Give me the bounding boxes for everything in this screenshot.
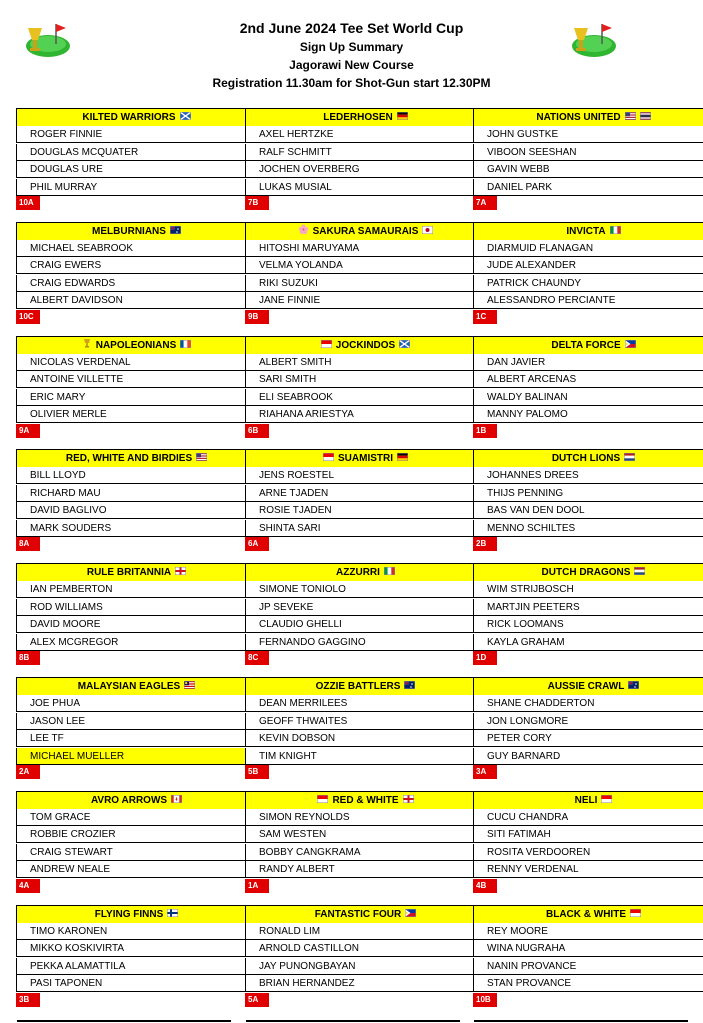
tee-badge: 8C bbox=[245, 651, 269, 665]
player-row: JOHN GUSTKE bbox=[473, 126, 703, 143]
england-flag-icon bbox=[175, 564, 186, 581]
player-row: IAN PEMBERTON bbox=[16, 581, 255, 598]
germany-flag-icon bbox=[397, 109, 408, 126]
team-name-label: RULE BRITANNIA bbox=[86, 567, 172, 579]
team-name bbox=[473, 449, 703, 468]
team-name bbox=[16, 563, 257, 582]
tee-badge: 4B bbox=[473, 879, 497, 893]
team-name-label: RED & WHITE bbox=[332, 794, 399, 806]
player-row: JENS ROESTEL bbox=[245, 467, 484, 484]
netherlands-flag-icon bbox=[634, 564, 645, 581]
blossom-flag-icon bbox=[298, 223, 309, 240]
team-name-label: LEDERHOSEN bbox=[323, 112, 393, 124]
finland-flag-icon bbox=[167, 906, 178, 923]
team-card bbox=[473, 449, 703, 555]
team-name bbox=[473, 563, 703, 582]
tee-badge: 2B bbox=[473, 537, 497, 551]
player-row: JON LONGMORE bbox=[473, 713, 703, 730]
course-name: Jagorawi New Course bbox=[289, 58, 414, 72]
player-row: ALBERT DAVIDSON bbox=[16, 292, 255, 309]
player-row: HITOSHI MARUYAMA bbox=[245, 240, 484, 257]
team-name-label: BLACK & WHITE bbox=[546, 908, 626, 920]
player-row: SAM WESTEN bbox=[245, 826, 484, 843]
player-row: CRAIG STEWART bbox=[16, 844, 255, 861]
team-card bbox=[473, 677, 703, 783]
philippines-flag-icon bbox=[405, 906, 416, 923]
player-row: TOM GRACE bbox=[16, 809, 255, 826]
netherlands-flag-icon bbox=[624, 450, 635, 467]
player-row: CUCU CHANDRA bbox=[473, 809, 703, 826]
tee-badge: 8A bbox=[16, 537, 40, 551]
team-name-label: MELBURNIANS bbox=[92, 225, 166, 237]
team-name-label: AUSSIE CRAWL bbox=[547, 681, 625, 693]
player-row: CRAIG EDWARDS bbox=[16, 275, 255, 292]
team-card bbox=[16, 563, 257, 669]
player-row: SIMON REYNOLDS bbox=[245, 809, 484, 826]
tee-badge: 2A bbox=[16, 765, 40, 779]
team-card bbox=[16, 905, 257, 1011]
player-row: DAVID BAGLIVO bbox=[16, 502, 255, 519]
team-name bbox=[16, 336, 257, 355]
tee-badge: 8B bbox=[16, 651, 40, 665]
player-row: GUY BARNARD bbox=[473, 748, 703, 765]
team-card bbox=[245, 563, 486, 669]
tee-badge: 5A bbox=[245, 993, 269, 1007]
player-row: PHIL MURRAY bbox=[16, 179, 255, 196]
france-flag-icon bbox=[180, 337, 191, 354]
player-row: TIMO KARONEN bbox=[16, 923, 255, 940]
tee-badge: 1A bbox=[245, 879, 269, 893]
player-row: RONALD LIM bbox=[245, 923, 484, 940]
team-name bbox=[16, 449, 257, 468]
team-card bbox=[473, 563, 703, 669]
team-name-label: AVRO ARROWS bbox=[90, 794, 168, 806]
team-name-label: NAPOLEONIANS bbox=[95, 339, 177, 351]
player-row: MICHAEL SEABROOK bbox=[16, 240, 255, 257]
team-card bbox=[16, 791, 257, 897]
player-row: BRIAN HERNANDEZ bbox=[245, 975, 484, 992]
indonesia-flag-icon bbox=[321, 337, 332, 354]
player-row: KAYLA GRAHAM bbox=[473, 634, 703, 651]
team-card bbox=[245, 108, 486, 214]
player-row: RIAHANA ARIESTYA bbox=[245, 406, 484, 423]
team-card bbox=[245, 222, 486, 328]
team-name bbox=[473, 791, 703, 810]
player-row: DEAN MERRILEES bbox=[245, 695, 484, 712]
player-row: RENNY VERDENAL bbox=[473, 861, 703, 878]
divider bbox=[17, 1020, 231, 1022]
team-name-label: OZZIE BATTLERS bbox=[315, 681, 401, 693]
player-row: MARK SOUDERS bbox=[16, 520, 255, 537]
thailand-flag-icon bbox=[640, 109, 651, 126]
page-title: 2nd June 2024 Tee Set World Cup bbox=[239, 20, 464, 36]
player-row: BOBBY CANGKRAMA bbox=[245, 844, 484, 861]
player-row: SITI FATIMAH bbox=[473, 826, 703, 843]
player-row: RIKI SUZUKI bbox=[245, 275, 484, 292]
tee-badge: 4A bbox=[16, 879, 40, 893]
player-row: DIARMUID FLANAGAN bbox=[473, 240, 703, 257]
player-row: DOUGLAS URE bbox=[16, 161, 255, 178]
team-name bbox=[473, 905, 703, 924]
indonesia-flag-icon bbox=[630, 906, 641, 923]
player-row: SIMONE TONIOLO bbox=[245, 581, 484, 598]
player-row: JOCHEN OVERBERG bbox=[245, 161, 484, 178]
player-row: LEE TF bbox=[16, 730, 255, 747]
team-name bbox=[245, 905, 486, 924]
player-row: PETER CORY bbox=[473, 730, 703, 747]
player-row: DOUGLAS MCQUATER bbox=[16, 144, 255, 161]
team-card bbox=[473, 336, 703, 442]
player-row: VELMA YOLANDA bbox=[245, 257, 484, 274]
trophy-flag-icon bbox=[82, 337, 92, 354]
player-row: JOHANNES DREES bbox=[473, 467, 703, 484]
tee-badge: 1C bbox=[473, 310, 497, 324]
italy-flag-icon bbox=[384, 564, 395, 581]
player-row: NICOLAS VERDENAL bbox=[16, 354, 255, 371]
player-row: CLAUDIO GHELLI bbox=[245, 616, 484, 633]
player-row: NANIN PROVANCE bbox=[473, 958, 703, 975]
player-row: OLIVIER MERLE bbox=[16, 406, 255, 423]
player-row: RICHARD MAU bbox=[16, 485, 255, 502]
team-name bbox=[16, 677, 257, 696]
player-row: SHANE CHADDERTON bbox=[473, 695, 703, 712]
team-card bbox=[16, 677, 257, 783]
player-row: CRAIG EWERS bbox=[16, 257, 255, 274]
canada-flag-icon bbox=[171, 792, 182, 809]
tee-badge: 3A bbox=[473, 765, 497, 779]
player-row: JUDE ALEXANDER bbox=[473, 257, 703, 274]
team-name bbox=[16, 791, 257, 810]
indonesia-flag-icon bbox=[601, 792, 612, 809]
team-name bbox=[16, 108, 257, 127]
tee-badge: 10B bbox=[473, 993, 497, 1007]
player-row: ROSIE TJADEN bbox=[245, 502, 484, 519]
team-name-label: JOCKINDOS bbox=[335, 339, 396, 351]
player-row: JANE FINNIE bbox=[245, 292, 484, 309]
team-name bbox=[16, 905, 257, 924]
team-card bbox=[16, 108, 257, 214]
player-row: ANDREW NEALE bbox=[16, 861, 255, 878]
player-row: BAS VAN DEN DOOL bbox=[473, 502, 703, 519]
team-name-label: AZZURRI bbox=[336, 567, 380, 579]
player-row: GEOFF THWAITES bbox=[245, 713, 484, 730]
team-name bbox=[245, 563, 486, 582]
team-name-label: KILTED WARRIORS bbox=[82, 112, 176, 124]
player-row: WINA NUGRAHA bbox=[473, 940, 703, 957]
player-row: PEKKA ALAMATTILA bbox=[16, 958, 255, 975]
player-row: RALF SCHMITT bbox=[245, 144, 484, 161]
team-name-label: RED, WHITE AND BIRDIES bbox=[65, 453, 193, 465]
team-card bbox=[245, 791, 486, 897]
tee-badge: 10A bbox=[16, 196, 40, 210]
player-row: ERIC MARY bbox=[16, 389, 255, 406]
team-name bbox=[245, 336, 486, 355]
player-row: ROGER FINNIE bbox=[16, 126, 255, 143]
player-row: TIM KNIGHT bbox=[245, 748, 484, 765]
germany-flag-icon bbox=[397, 450, 408, 467]
player-row: ELI SEABROOK bbox=[245, 389, 484, 406]
player-row: BILL LLOYD bbox=[16, 467, 255, 484]
team-name bbox=[473, 677, 703, 696]
team-name bbox=[245, 449, 486, 468]
italy-flag-icon bbox=[610, 223, 621, 240]
player-row: ALBERT SMITH bbox=[245, 354, 484, 371]
usa-flag-icon bbox=[625, 109, 636, 126]
player-row: RANDY ALBERT bbox=[245, 861, 484, 878]
registration-info: Registration 11.30am for Shot-Gun start 12.30PM bbox=[212, 76, 491, 90]
team-name bbox=[473, 108, 703, 127]
player-row: ROD WILLIAMS bbox=[16, 599, 255, 616]
page-subtitle: Sign Up Summary bbox=[299, 40, 404, 54]
team-name-label: MALAYSIAN EAGLES bbox=[77, 681, 181, 693]
team-name bbox=[245, 222, 486, 241]
tee-badge: 1B bbox=[473, 424, 497, 438]
player-row: PASI TAPONEN bbox=[16, 975, 255, 992]
player-row: SHINTA SARI bbox=[245, 520, 484, 537]
tee-badge: 6B bbox=[245, 424, 269, 438]
player-row: MIKKO KOSKIVIRTA bbox=[16, 940, 255, 957]
tee-badge: 10C bbox=[16, 310, 40, 324]
team-card bbox=[245, 677, 486, 783]
tee-badge: 3B bbox=[16, 993, 40, 1007]
usa-flag-icon bbox=[196, 450, 207, 467]
divider bbox=[246, 1020, 460, 1022]
player-row: DANIEL PARK bbox=[473, 179, 703, 196]
scotland-flag-icon bbox=[180, 109, 191, 126]
team-name-label: FANTASTIC FOUR bbox=[314, 908, 402, 920]
team-name-label: SAKURA SAMAURAIS bbox=[312, 225, 419, 237]
team-card bbox=[245, 449, 486, 555]
player-row: DAN JAVIER bbox=[473, 354, 703, 371]
player-row: ROBBIE CROZIER bbox=[16, 826, 255, 843]
team-name bbox=[473, 222, 703, 241]
player-row: KEVIN DOBSON bbox=[245, 730, 484, 747]
player-row: GAVIN WEBB bbox=[473, 161, 703, 178]
tee-badge: 9B bbox=[245, 310, 269, 324]
player-row: ALESSANDRO PERCIANTE bbox=[473, 292, 703, 309]
tee-badge: 7B bbox=[245, 196, 269, 210]
australia-flag-icon bbox=[170, 223, 181, 240]
indonesia-flag-icon bbox=[323, 450, 334, 467]
tee-badge: 7A bbox=[473, 196, 497, 210]
team-name-label: NATIONS UNITED bbox=[536, 112, 621, 124]
team-card bbox=[245, 336, 486, 442]
player-row: ROSITA VERDOOREN bbox=[473, 844, 703, 861]
player-row: ALBERT ARCENAS bbox=[473, 371, 703, 388]
australia-flag-icon bbox=[628, 678, 639, 695]
team-name bbox=[245, 108, 486, 127]
player-row: WIM STRIJBOSCH bbox=[473, 581, 703, 598]
player-row: STAN PROVANCE bbox=[473, 975, 703, 992]
player-row: RICK LOOMANS bbox=[473, 616, 703, 633]
player-row: MICHAEL MUELLER bbox=[16, 748, 255, 765]
player-row: PATRICK CHAUNDY bbox=[473, 275, 703, 292]
divider bbox=[474, 1020, 688, 1022]
team-name-label: DUTCH LIONS bbox=[551, 453, 621, 465]
tee-badge: 9A bbox=[16, 424, 40, 438]
team-card bbox=[245, 905, 486, 1011]
player-row: ARNOLD CASTILLON bbox=[245, 940, 484, 957]
team-name bbox=[245, 791, 486, 810]
australia-flag-icon bbox=[404, 678, 415, 695]
england-flag-icon bbox=[403, 792, 414, 809]
player-row: ALEX MCGREGOR bbox=[16, 634, 255, 651]
malaysia-flag-icon bbox=[184, 678, 195, 695]
player-row: THIJS PENNING bbox=[473, 485, 703, 502]
team-name-label: FLYING FINNS bbox=[94, 908, 164, 920]
player-row: ARNE TJADEN bbox=[245, 485, 484, 502]
philippines-flag-icon bbox=[625, 337, 636, 354]
player-row: WALDY BALINAN bbox=[473, 389, 703, 406]
player-row: JP SEVEKE bbox=[245, 599, 484, 616]
team-card bbox=[16, 449, 257, 555]
team-name-label: INVICTA bbox=[566, 225, 606, 237]
player-row: REY MOORE bbox=[473, 923, 703, 940]
player-row: ANTOINE VILLETTE bbox=[16, 371, 255, 388]
player-row: LUKAS MUSIAL bbox=[245, 179, 484, 196]
team-card bbox=[473, 905, 703, 1011]
team-card bbox=[473, 108, 703, 214]
tee-badge: 6A bbox=[245, 537, 269, 551]
player-row: MARTJIN PEETERS bbox=[473, 599, 703, 616]
player-row: JAY PUNONGBAYAN bbox=[245, 958, 484, 975]
team-card bbox=[16, 222, 257, 328]
player-row: DAVID MOORE bbox=[16, 616, 255, 633]
team-card bbox=[473, 222, 703, 328]
tee-badge: 5B bbox=[245, 765, 269, 779]
team-name-label: NELI bbox=[574, 794, 598, 806]
team-name bbox=[473, 336, 703, 355]
team-card bbox=[16, 336, 257, 442]
player-row: JASON LEE bbox=[16, 713, 255, 730]
scotland-flag-icon bbox=[399, 337, 410, 354]
team-name bbox=[245, 677, 486, 696]
tee-badge: 1D bbox=[473, 651, 497, 665]
player-row: MENNO SCHILTES bbox=[473, 520, 703, 537]
player-row: FERNANDO GAGGINO bbox=[245, 634, 484, 651]
indonesia-flag-icon bbox=[317, 792, 328, 809]
team-name-label: SUAMISTRI bbox=[338, 453, 393, 465]
team-name bbox=[16, 222, 257, 241]
japan-flag-icon bbox=[422, 223, 433, 240]
player-row: VIBOON SEESHAN bbox=[473, 144, 703, 161]
player-row: SARI SMITH bbox=[245, 371, 484, 388]
team-name-label: DUTCH DRAGONS bbox=[541, 567, 631, 579]
team-card bbox=[473, 791, 703, 897]
player-row: AXEL HERTZKE bbox=[245, 126, 484, 143]
team-name-label: DELTA FORCE bbox=[551, 339, 621, 351]
player-row: MANNY PALOMO bbox=[473, 406, 703, 423]
player-row: JOE PHUA bbox=[16, 695, 255, 712]
